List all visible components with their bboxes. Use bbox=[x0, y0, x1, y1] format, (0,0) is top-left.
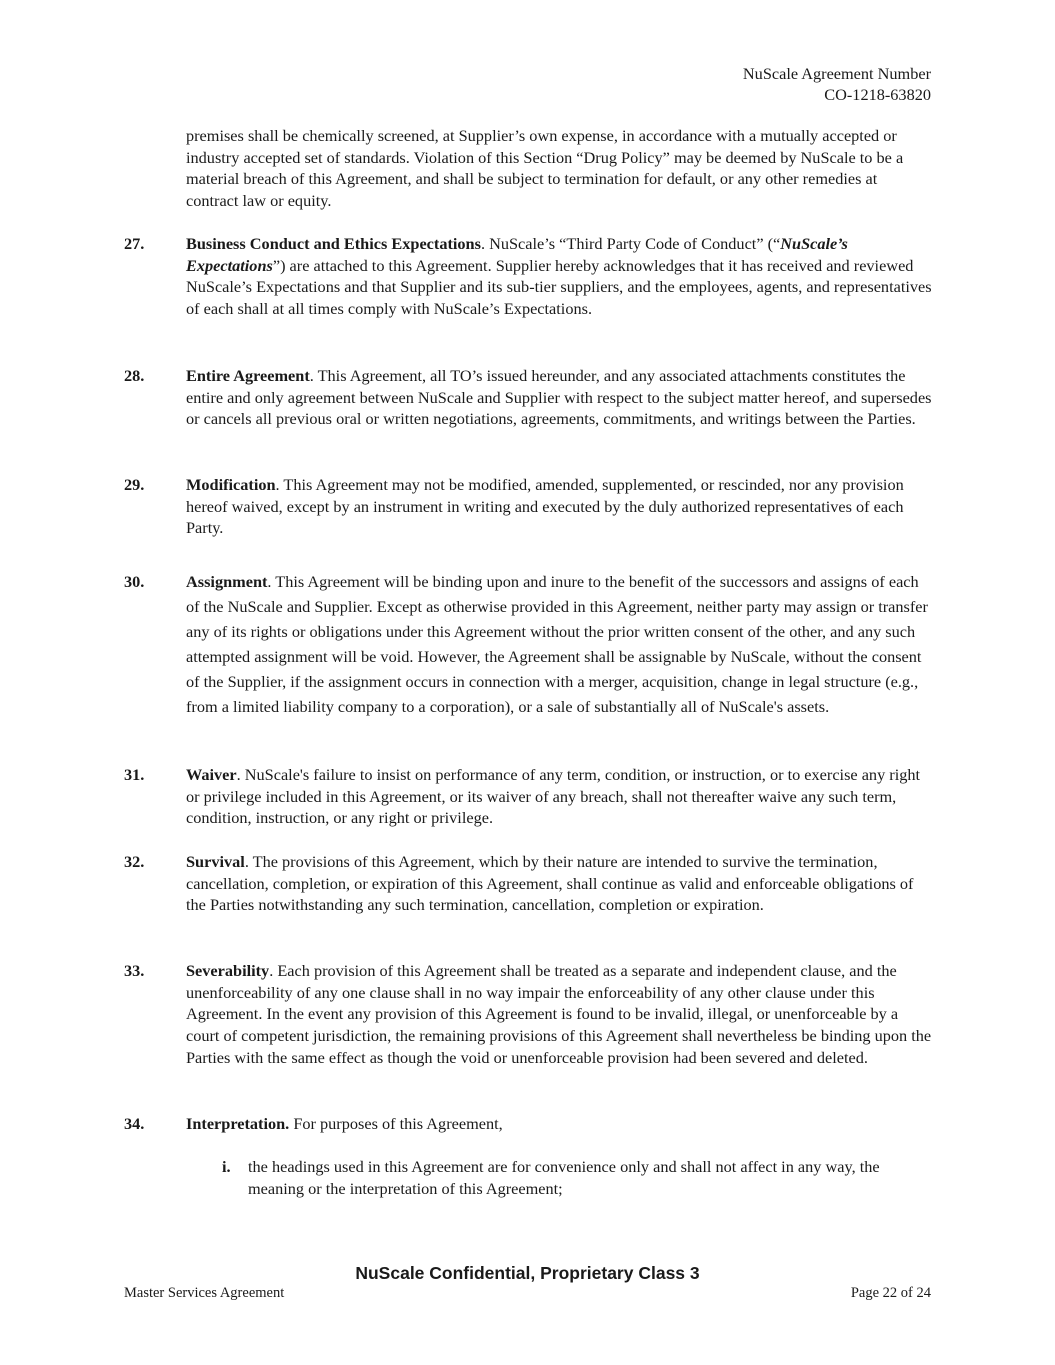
section-31 bbox=[124, 764, 932, 829]
subitem-text: the headings used in this Agreement are for convenience only and shall not affect in any way, the meaning or the interpretation of this Agreement; bbox=[248, 1157, 880, 1198]
section-28 bbox=[124, 365, 932, 430]
section-number: 31. bbox=[124, 765, 145, 784]
section-number: 28. bbox=[124, 366, 145, 385]
section-text: . This Agreement may not be modified, amended, supplemented, or rescinded, nor any provision hereof waived, except by an instrument in writing and executed by the duly authorized representatives of each Party. bbox=[186, 475, 904, 538]
section-title: Waiver bbox=[186, 765, 237, 784]
section-34 bbox=[124, 1113, 932, 1135]
section-text: . NuScale's failure to insist on performance of any term, condition, or instruction, or to exercise any right or privilege included in this Agreement, or its waiver of any breach, shall not thereafter waive any such term, condition, instruction, or any right or privilege. bbox=[186, 765, 921, 828]
page-header bbox=[743, 63, 931, 105]
section-title: Interpretation. bbox=[186, 1114, 290, 1133]
subitem-number: i. bbox=[222, 1157, 231, 1176]
defined-term: NuScale’s Expectations bbox=[186, 234, 848, 275]
section-29 bbox=[124, 474, 932, 539]
section-text: For purposes of this Agreement, bbox=[289, 1114, 503, 1133]
agreement-number-label: NuScale Agreement Number bbox=[742, 64, 931, 83]
section-text: . This Agreement will be binding upon and inure to the benefit of the successors and assigns of each of the NuScale and Supplier. Except as otherwise provided in this Agreement, neither party may assign or transfer any of its rights or obligations under this Agreement without the prior written consent of the other, and any such attempted assignment will be void. However, the Agreement shall be assignable by NuScale, without the consent of the Supplier, if the assignment occurs in connection with a merger, acquisition, change in legal structure (e.g., from a limited liability company to a corporation), or a sale of substantially all of NuScale's assets. bbox=[186, 572, 928, 716]
subitem-i bbox=[222, 1156, 932, 1199]
section-number: 27. bbox=[124, 234, 145, 253]
section-title: Assignment bbox=[186, 572, 268, 591]
section-title: Survival bbox=[186, 852, 245, 871]
section-33 bbox=[124, 960, 932, 1069]
section-32 bbox=[124, 851, 932, 916]
section-30 bbox=[124, 569, 932, 719]
section-text: . The provisions of this Agreement, which by their nature are intended to survive the termination, cancellation, completion, or expiration of this Agreement, shall continue as valid and enforceable obligations of the Parties notwithstanding any such termination, cancellation, completion or expiration. bbox=[186, 852, 914, 915]
section-title: Modification bbox=[186, 475, 276, 494]
footer-document-title: Master Services Agreement bbox=[124, 1285, 285, 1301]
section-title: Business Conduct and Ethics Expectations bbox=[186, 234, 481, 253]
section-number: 32. bbox=[124, 852, 145, 871]
section-number: 34. bbox=[124, 1114, 145, 1133]
section-number: 29. bbox=[124, 475, 145, 494]
section-number: 33. bbox=[124, 961, 145, 980]
section-text: ”) are attached to this Agreement. Supplier hereby acknowledges that it has received and reviewed NuScale’s Expectations and that Supplier and its sub-tier suppliers, and the employees, agents, and representatives of each shall at all times comply with NuScale’s Expectations. bbox=[186, 255, 932, 319]
footer-page-number: Page 22 of 24 bbox=[850, 1285, 931, 1301]
confidentiality-notice: NuScale Confidential, Proprietary Class 3 bbox=[355, 1263, 700, 1283]
section-text: . NuScale’s “Third Party Code of Conduct” (“ bbox=[480, 234, 781, 253]
section-27 bbox=[124, 233, 932, 320]
agreement-number: CO-1218-63820 bbox=[824, 85, 931, 104]
intro-paragraph: premises shall be chemically screened, at Supplier’s own expense, in accordance with a mutually accepted or industry accepted set of standards. Violation of this Section “Drug Policy” may be deemed by NuScale to be a material breach of this Agreement, and shall be subject to termination for default, or any other remedies at contract law or equity. bbox=[186, 126, 904, 211]
section-text: . This Agreement, all TO’s issued hereunder, and any associated attachments constitutes the entire and only agreement between NuScale and Supplier with respect to the subject matter hereof, and supersedes or cancels all previous oral or written negotiations, agreements, commitments, and writings between the Parties. bbox=[186, 366, 932, 429]
section-number: 30. bbox=[124, 572, 145, 591]
section-text: . Each provision of this Agreement shall be treated as a separate and independent clause, and the unenforceability of any one clause shall in no way impair the enforceability of any other clause under this Agreement. In the event any provision of this Agreement is found to be invalid, illegal, or unenforceable by a court of competent jurisdiction, the remaining provisions of this Agreement shall nevertheless be binding upon the Parties with the same effect as though the void or unenforceable provision had been severed and deleted. bbox=[186, 961, 932, 1067]
section-title: Entire Agreement bbox=[186, 366, 310, 385]
section-title: Severability bbox=[186, 961, 270, 980]
